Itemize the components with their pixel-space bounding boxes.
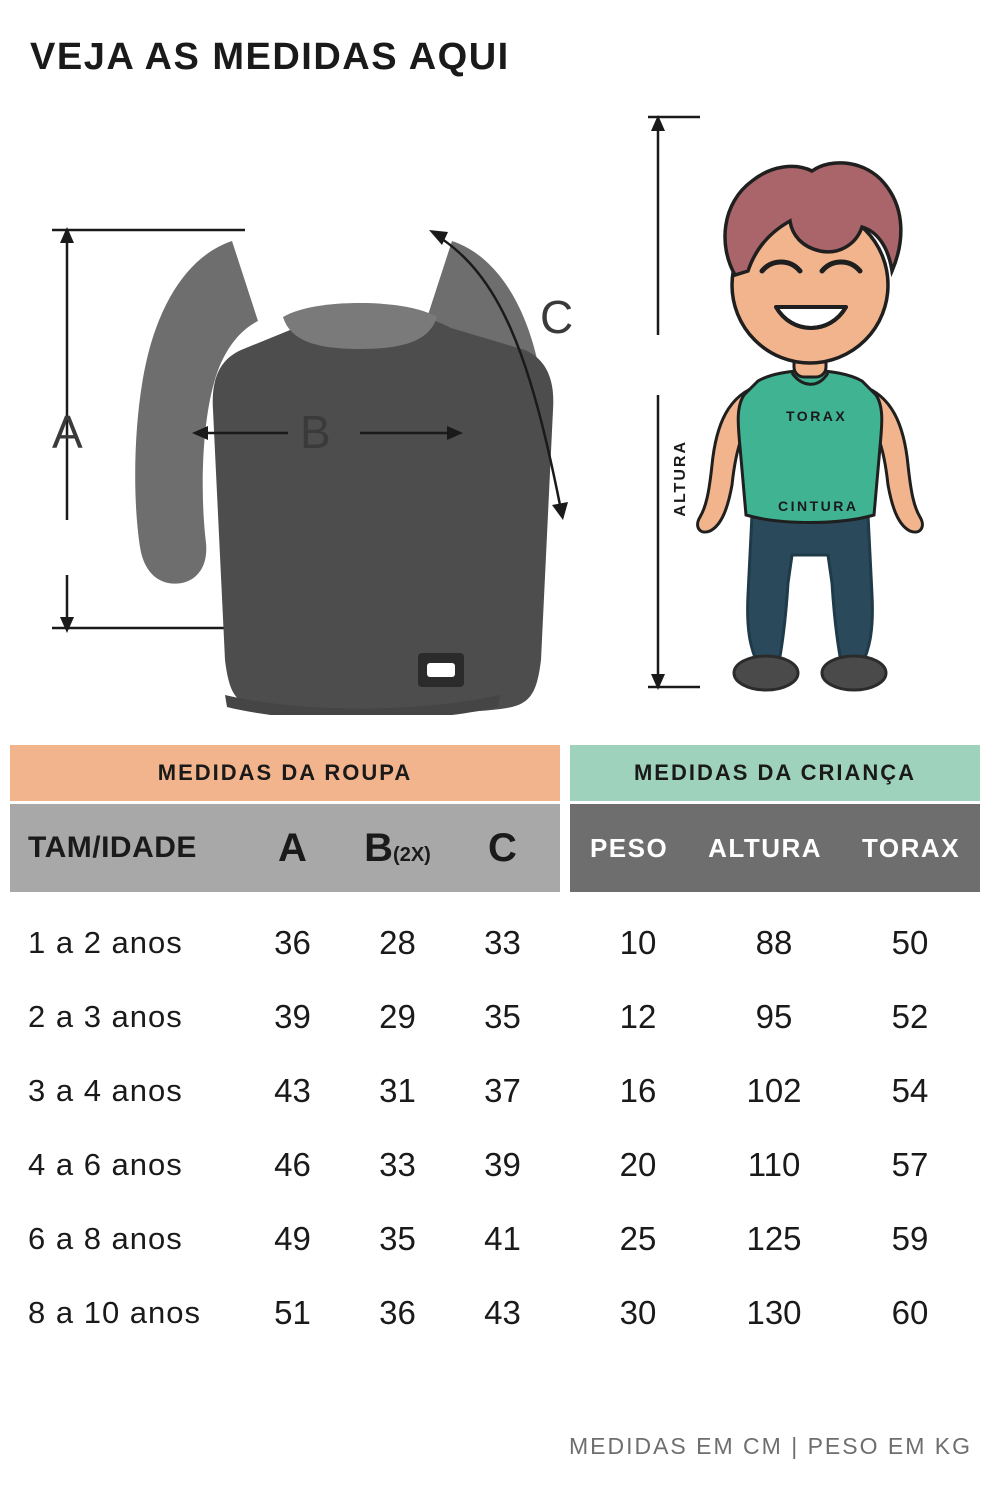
cell-a: 49: [274, 1220, 311, 1257]
table-headers-row: [10, 745, 990, 801]
cell-tam: 6 a 8 anos: [28, 1221, 183, 1256]
row-right: [570, 998, 980, 1036]
header-medidas-roupa: MEDIDAS DA ROUPA: [10, 745, 560, 801]
cell-tam: 2 a 3 anos: [28, 999, 183, 1034]
col-b-sup: (2X): [393, 843, 431, 866]
cell-b: 28: [379, 924, 416, 961]
cell-altura: 130: [746, 1294, 802, 1331]
cell-tam: 1 a 2 anos: [28, 925, 183, 960]
cell-c: 39: [484, 1146, 521, 1183]
col-c: C: [488, 825, 517, 870]
cell-torax: 59: [891, 1220, 929, 1257]
table-body: [10, 906, 990, 1350]
label-torax: TORAX: [786, 408, 848, 424]
cell-peso: 25: [619, 1220, 657, 1257]
cell-a: 36: [274, 924, 311, 961]
cell-a: 39: [274, 998, 311, 1035]
cell-peso: 16: [619, 1072, 657, 1109]
row-right: [570, 924, 980, 962]
cell-b: 29: [379, 998, 416, 1035]
cell-altura: 95: [755, 998, 793, 1035]
illustration-area: [0, 95, 1000, 715]
dimension-altura-arrow: [648, 115, 700, 690]
cell-b: 35: [379, 1220, 416, 1257]
row-left: [10, 1072, 560, 1110]
cell-tam: 4 a 6 anos: [28, 1147, 183, 1182]
label-b: B: [300, 406, 331, 458]
cell-torax: 52: [891, 998, 929, 1035]
cell-a: 46: [274, 1146, 311, 1183]
cell-tam: 8 a 10 anos: [28, 1295, 202, 1330]
cell-c: 35: [484, 998, 521, 1035]
table-subheaders-row: [10, 804, 990, 892]
row-right: [570, 1220, 980, 1258]
header-medidas-crianca: MEDIDAS DA CRIANÇA: [570, 745, 980, 801]
cell-altura: 88: [755, 924, 793, 961]
row-right: [570, 1294, 980, 1332]
child-illustration: [698, 163, 923, 690]
cell-b: 33: [379, 1146, 416, 1183]
illustration-svg: [0, 95, 1000, 715]
cell-peso: 30: [619, 1294, 657, 1331]
footnote: MEDIDAS EM CM | PESO EM KG: [568, 1433, 972, 1459]
cell-torax: 57: [891, 1146, 929, 1183]
col-a: A: [278, 825, 307, 870]
table-row: [10, 1054, 990, 1128]
col-b: [345, 826, 450, 871]
cell-a: 43: [274, 1072, 311, 1109]
cell-torax: 60: [891, 1294, 929, 1331]
cell-a: 51: [274, 1294, 311, 1331]
cell-peso: 20: [619, 1146, 657, 1183]
table-row: [10, 980, 990, 1054]
label-cintura: CINTURA: [778, 498, 859, 514]
col-altura: ALTURA: [708, 832, 823, 863]
table-row: [10, 906, 990, 980]
cell-c: 33: [484, 924, 521, 961]
cell-torax: 50: [891, 924, 929, 961]
row-left: [10, 1220, 560, 1258]
cell-altura: 125: [746, 1220, 802, 1257]
col-b-letter: B: [364, 825, 394, 870]
col-peso: PESO: [589, 832, 669, 863]
cell-b: 36: [379, 1294, 416, 1331]
col-torax: TORAX: [862, 832, 961, 863]
row-right: [570, 1146, 980, 1184]
subheader-crianca: [570, 804, 980, 892]
cell-peso: 12: [619, 998, 657, 1035]
page-title: VEJA AS MEDIDAS AQUI: [30, 36, 510, 78]
cell-c: 41: [484, 1220, 521, 1257]
row-right: [570, 1072, 980, 1110]
cell-tam: 3 a 4 anos: [28, 1073, 183, 1108]
row-left: [10, 924, 560, 962]
shirt-illustration: [135, 241, 553, 715]
col-tam-idade: TAM/IDADE: [28, 831, 197, 864]
label-a: A: [52, 406, 83, 458]
cell-c: 43: [484, 1294, 521, 1331]
row-left: [10, 998, 560, 1036]
subheader-roupa: [10, 804, 560, 892]
cell-peso: 10: [619, 924, 657, 961]
table-row: [10, 1276, 990, 1350]
row-left: [10, 1294, 560, 1332]
cell-b: 31: [379, 1072, 416, 1109]
measurement-tables: [10, 745, 990, 1350]
label-c: C: [540, 291, 574, 343]
cell-c: 37: [484, 1072, 521, 1109]
cell-altura: 110: [747, 1146, 801, 1183]
cell-torax: 54: [891, 1072, 929, 1109]
cell-altura: 102: [746, 1072, 802, 1109]
table-row: [10, 1128, 990, 1202]
label-altura: ALTURA: [672, 440, 689, 517]
table-row: [10, 1202, 990, 1276]
row-left: [10, 1146, 560, 1184]
